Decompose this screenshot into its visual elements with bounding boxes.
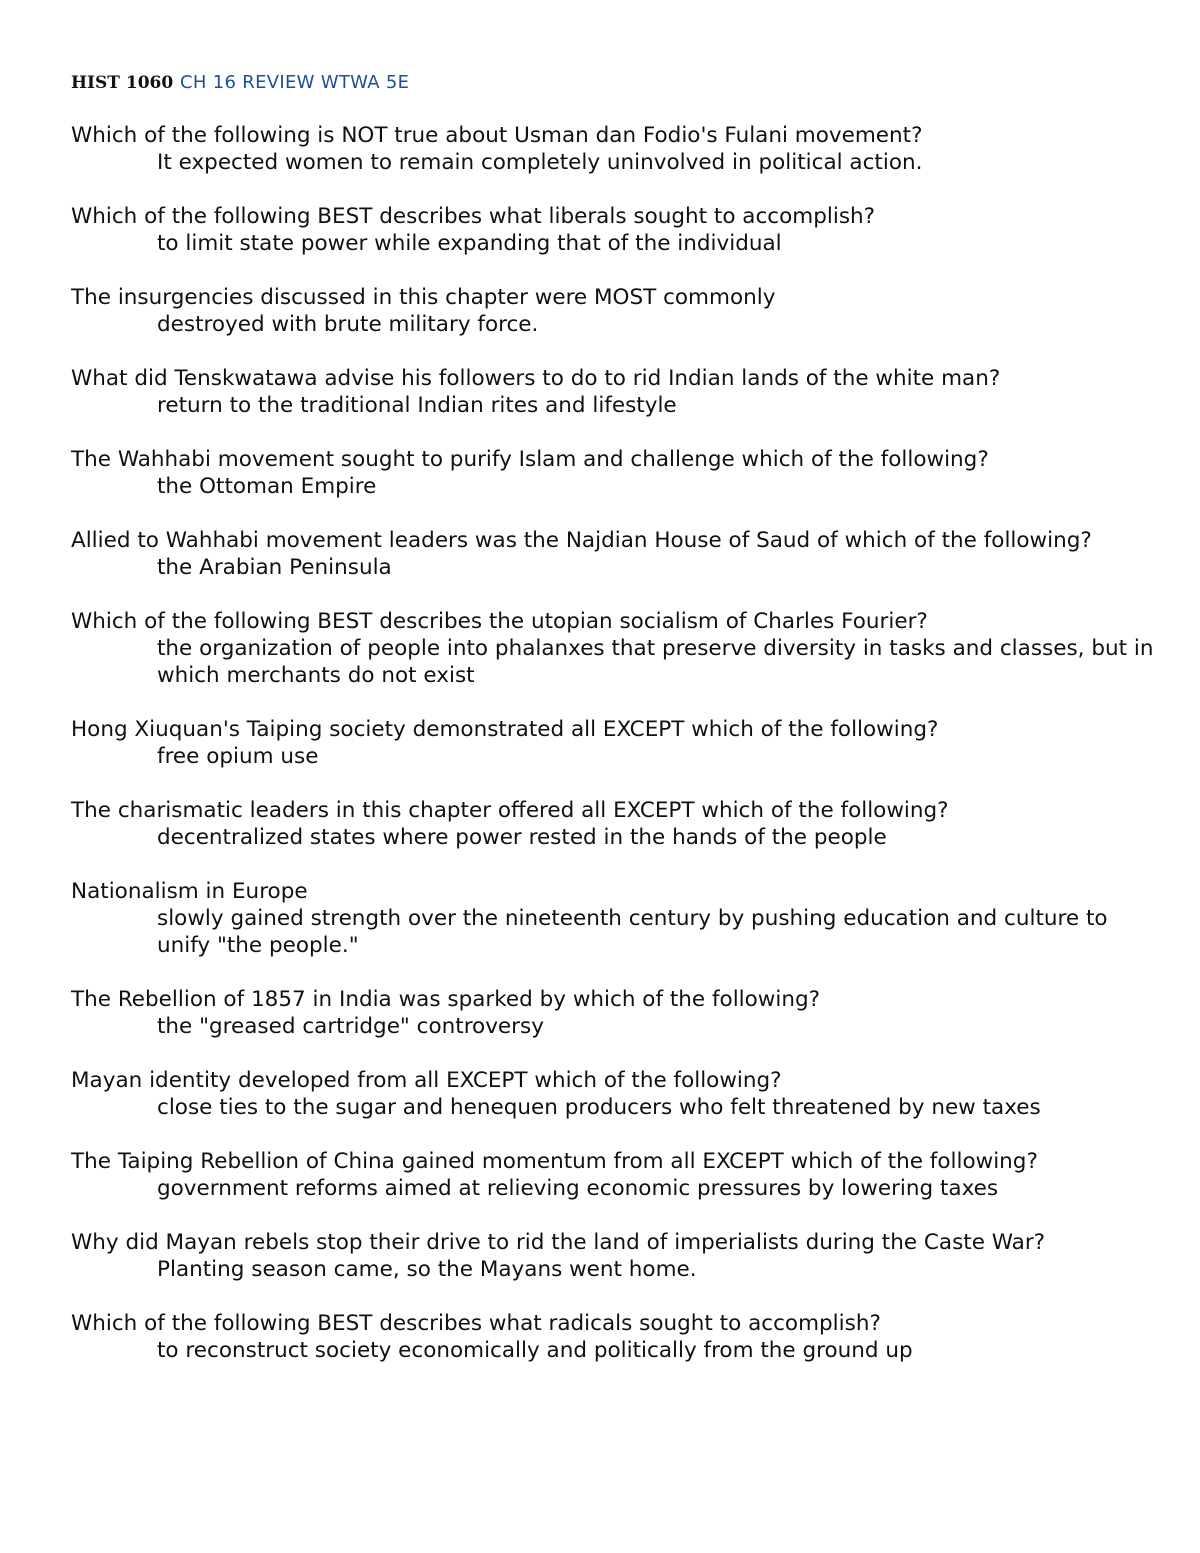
question-text: The insurgencies discussed in this chapter were MOST commonly [71,285,776,310]
qa-item [71,1229,1161,1283]
question-text: Which of the following BEST describes the utopian socialism of Charles Fourier? [71,609,928,634]
question-text: The Wahhabi movement sought to purify Islam and challenge which of the following? [71,447,989,472]
qa-item [71,878,1161,959]
answer-text: destroyed with brute military force. [157,312,539,337]
question-text: The charismatic leaders in this chapter offered all EXCEPT which of the following? [71,798,949,823]
qa-item [71,797,1161,851]
answer-text: to limit state power while expanding that of the individual [157,231,782,256]
answer-text: close ties to the sugar and henequen producers who felt threatened by new taxes [157,1095,1041,1120]
qa-item [71,1310,1161,1364]
answer-text: return to the traditional Indian rites and lifestyle [157,393,677,418]
document-title: CH 16 REVIEW WTWA 5E [180,72,410,93]
question-text: Which of the following BEST describes what radicals sought to accomplish? [71,1311,881,1336]
answer-text: free opium use [157,744,319,769]
qa-item [71,716,1161,770]
qa-item [71,203,1161,257]
question-text: Which of the following is NOT true about Usman dan Fodio's Fulani movement? [71,123,923,148]
answer-text: the Ottoman Empire [157,474,377,499]
qa-item [71,1067,1161,1121]
answer-text: slowly gained strength over the nineteenth century by pushing education and culture to unify "the people." [157,906,1108,958]
question-text: Hong Xiuquan's Taiping society demonstrated all EXCEPT which of the following? [71,717,939,742]
qa-item [71,608,1161,689]
qa-item [71,527,1161,581]
answer-text: decentralized states where power rested in the hands of the people [157,825,887,850]
qa-item [71,284,1161,338]
qa-item [71,1148,1161,1202]
question-text: The Taiping Rebellion of China gained momentum from all EXCEPT which of the following? [71,1149,1038,1174]
question-text: Mayan identity developed from all EXCEPT which of the following? [71,1068,782,1093]
answer-text: It expected women to remain completely uninvolved in political action. [157,150,923,175]
question-text: Nationalism in Europe [71,879,308,904]
question-text: Which of the following BEST describes what liberals sought to accomplish? [71,204,876,229]
document-page [71,68,1161,1391]
question-text: What did Tenskwatawa advise his followers to do to rid Indian lands of the white man? [71,366,1001,391]
answer-text: the Arabian Peninsula [157,555,392,580]
question-text: Why did Mayan rebels stop their drive to rid the land of imperialists during the Caste War? [71,1230,1046,1255]
question-text: Allied to Wahhabi movement leaders was the Najdian House of Saud of which of the following? [71,528,1092,553]
qa-item [71,446,1161,500]
qa-item [71,122,1161,176]
answer-text: government reforms aimed at relieving economic pressures by lowering taxes [157,1176,999,1201]
question-text: The Rebellion of 1857 in India was sparked by which of the following? [71,987,821,1012]
answer-text: the "greased cartridge" controversy [157,1014,544,1039]
document-header [71,68,1161,98]
qa-item [71,365,1161,419]
qa-item [71,986,1161,1040]
answer-text: the organization of people into phalanxes that preserve diversity in tasks and classes, but in which merchants do not exist [157,636,1154,688]
answer-text: to reconstruct society economically and politically from the ground up [157,1338,913,1363]
course-code: HIST 1060 [71,73,174,93]
answer-text: Planting season came, so the Mayans went home. [157,1257,697,1282]
